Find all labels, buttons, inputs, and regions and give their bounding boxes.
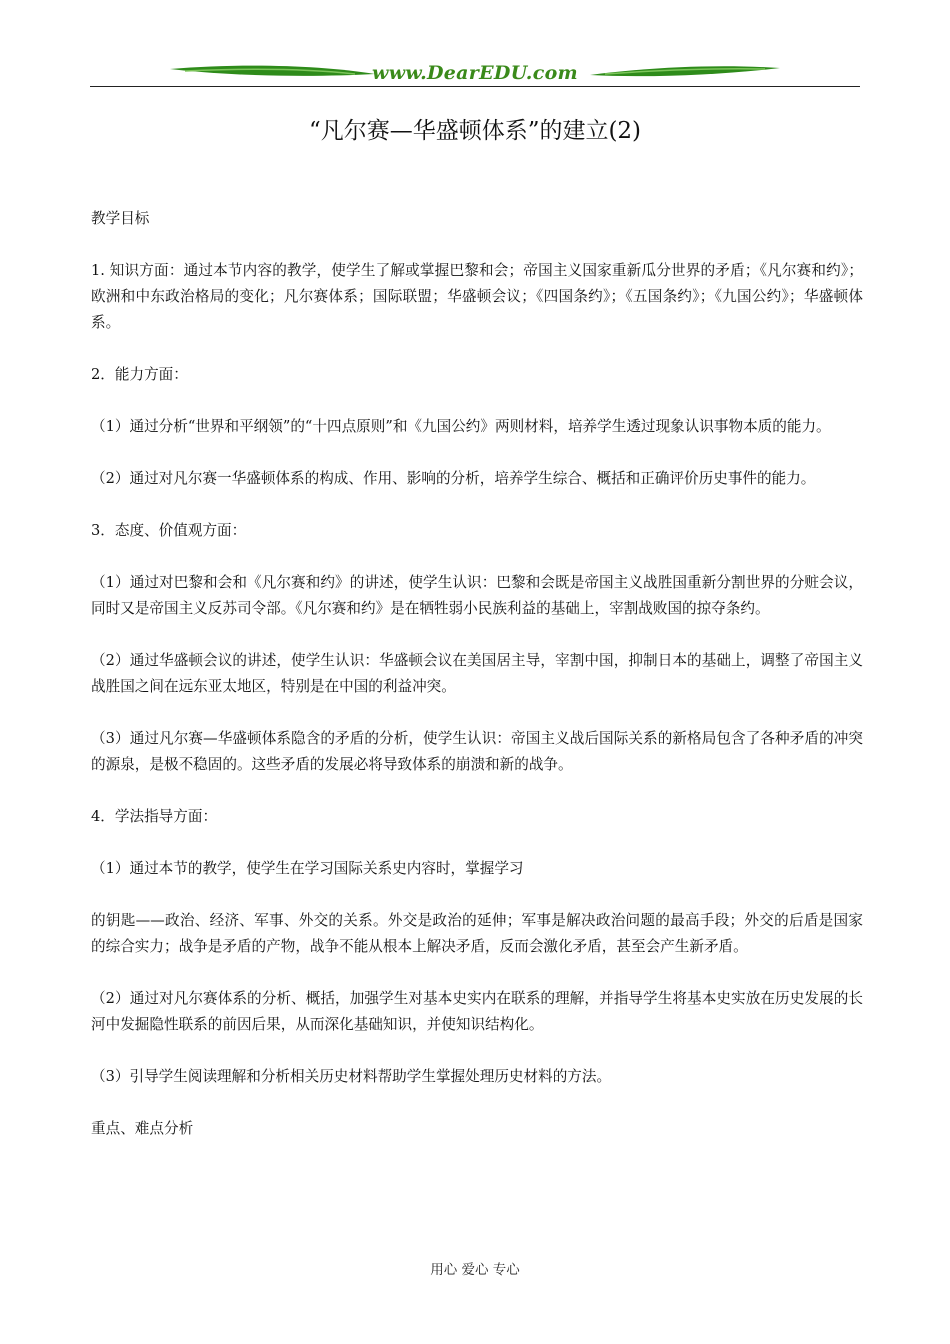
section-heading-teaching-goals: 教学目标 [91,210,150,227]
document-body [91,206,863,1168]
paragraph: 4．学法指导方面： [91,808,218,825]
paragraph: （1）通过对巴黎和会和《凡尔赛和约》的讲述，使学生认识：巴黎和会既是帝国主义战胜国重新分割世界的分赃会议，同时又是帝国主义反苏司令部。《凡尔赛和约》是在牺牲弱小民族利益的基础上，宰割战败国的掠夺条约。 [91,574,863,617]
site-url: www.DearEDU.com [372,62,578,84]
paragraph: 1. 知识方面：通过本节内容的教学，使学生了解或掌握巴黎和会；帝国主义国家重新瓜分世界的矛盾；《凡尔赛和约》；欧洲和中东政治格局的变化；凡尔赛体系；国际联盟；华盛顿会议；《四国条约》；《五国条约》；《九国公约》；华盛顿体系。 [91,262,863,331]
document-title: “凡尔赛—华盛顿体系”的建立(2) [308,118,642,144]
header-divider [90,86,860,87]
paragraph: 2．能力方面： [91,366,188,383]
paragraph: （1）通过本节的教学，使学生在学习国际关系史内容时，掌握学习 [91,860,524,877]
paragraph: （3）通过凡尔赛—华盛顿体系隐含的矛盾的分析，使学生认识：帝国主义战后国际关系的新格局包含了各种矛盾的冲突的源泉，是极不稳固的。这些矛盾的发展必将导致体系的崩溃和新的战争。 [91,730,863,773]
paragraph: （3）引导学生阅读理解和分析相关历史材料帮助学生掌握处理历史材料的方法。 [91,1068,612,1085]
paragraph: （2）通过华盛顿会议的讲述，使学生认识：华盛顿会议在美国居主导，宰割中国，抑制日本的基础上，调整了帝国主义战胜国之间在远东亚太地区，特别是在中国的利益冲突。 [91,652,863,695]
paragraph: （2）通过对凡尔赛体系的分析、概括，加强学生对基本史实内在联系的理解，并指导学生将基本史实放在历史发展的长河中发掘隐性联系的前因后果，从而深化基础知识，并使知识结构化。 [91,990,863,1033]
section-heading-key-points: 重点、难点分析 [91,1120,194,1137]
paragraph: （2）通过对凡尔赛一华盛顿体系的构成、作用、影响的分析，培养学生综合、概括和正确评价历史事件的能力。 [91,470,816,487]
paragraph: 3．态度、价值观方面： [91,522,247,539]
page-footer: 用心 爱心 专心 [430,1262,520,1278]
paragraph: （1）通过分析“世界和平纲领”的“十四点原则”和《九国公约》两则材料，培养学生透过现象认识事物本质的能力。 [91,418,831,435]
paragraph: 的钥匙——政治、经济、军事、外交的关系。外交是政治的延伸；军事是解决政治问题的最高手段；外交的后盾是国家的综合实力；战争是矛盾的产物，战争不能从根本上解决矛盾，反而会激化矛盾，甚至会产生新矛盾。 [91,912,863,955]
